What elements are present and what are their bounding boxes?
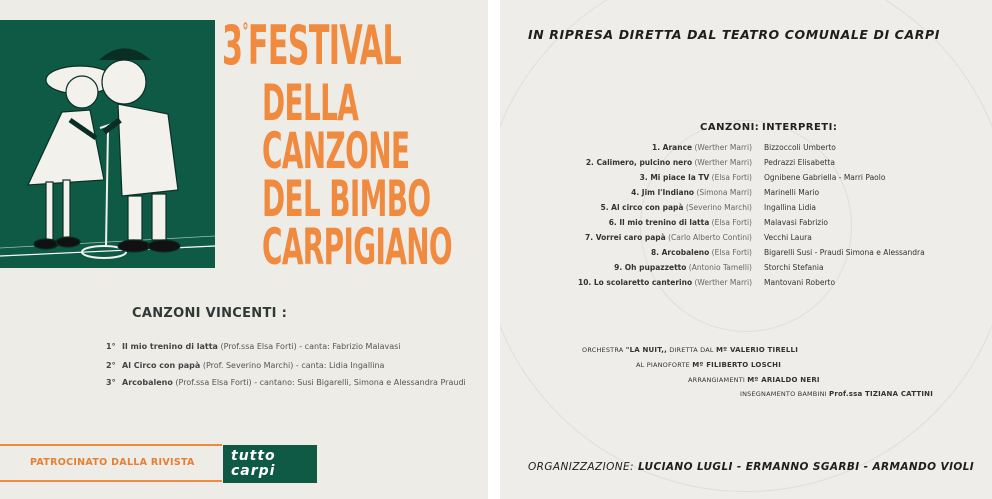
track-row: 2. Calimero, pulcino nero (Werther Marri) Pedrazzi Elisabetta	[585, 158, 835, 167]
credit-teaching: INSEGNAMENTO BAMBINI Prof.ssa TIZIANA CATTINI	[740, 390, 934, 398]
songs-column-heading: CANZONI:	[700, 122, 760, 133]
winner-row: 2° Al Circo con papà (Prof. Severino Marchi) - canta: Lidia Ingallina	[106, 361, 385, 370]
track-row: 4. Jim l'Indiano (Simona Marri) Marinelli Mario	[631, 188, 820, 197]
performers-column-heading: INTERPRETI:	[762, 122, 838, 133]
tutto-carpi-logo: tutto carpi	[223, 445, 317, 483]
track-row: 1. Arance (Werther Marri) Bizzoccoli Umberto	[652, 143, 836, 152]
track-row: 8. Arcobaleno (Elsa Forti) Bigarelli Susi - Praudi Simona e Alessandra	[650, 248, 925, 257]
winner-row: 3° Arcobaleno (Prof.ssa Elsa Forti) - cantano: Susi Bigarelli, Simona e Alessandra Praudi	[106, 378, 466, 387]
back-title: IN RIPRESA DIRETTA DAL TEATRO COMUNALE DI CARPI	[528, 27, 940, 42]
track-row: 5. Al circo con papà (Severino Marchi) Ingallina Lidia	[600, 203, 817, 212]
back-cover	[500, 0, 992, 499]
winner-row: 1° Il mio trenino di latta (Prof.ssa Elsa Forti) - canta: Fabrizio Malavasi	[106, 342, 401, 351]
track-row: 10. Lo scolaretto canterino (Werther Marri) Mantovani Roberto	[577, 278, 836, 287]
track-row: 6. Il mio trenino di latta (Elsa Forti) Malavasi Fabrizio	[608, 218, 828, 227]
track-row: 9. Oh pupazzetto (Antonio Tamelli) Storchi Stefania	[614, 263, 824, 272]
credit-arrangements: ARRANGIAMENTI Mº ARIALDO NERI	[688, 376, 820, 384]
cover-illustration	[0, 20, 215, 268]
credit-orchestra: ORCHESTRA "LA NUIT,, DIRETTA DAL Mº VALERIO TIRELLI	[582, 346, 799, 354]
title-line-della: DELLA	[262, 74, 359, 132]
patron-text: PATROCINATO DALLA RIVISTA	[30, 457, 195, 468]
divider	[488, 0, 500, 499]
track-row: 7. Vorrei caro papà (Carlo Alberto Contini) Vecchi Laura	[585, 233, 812, 242]
children-singing-illustration	[0, 20, 215, 268]
title-line-del-bimbo: DEL BIMBO	[262, 170, 431, 228]
title-line-canzone: CANZONE	[262, 122, 410, 180]
title-line-festival: 3°FESTIVAL	[222, 14, 402, 77]
winners-heading: CANZONI VINCENTI :	[132, 306, 288, 321]
title-line-carpigiano: CARPIGIANO	[262, 218, 453, 276]
track-row: 3. Mi piace la TV (Elsa Forti) Ognibene Gabriella - Marri Paolo	[639, 173, 886, 182]
credit-piano: AL PIANOFORTE Mº FILIBERTO LOSCHI	[636, 361, 782, 369]
organization-credit: ORGANIZZAZIONE: LUCIANO LUGLI - ERMANNO SGARBI - ARMANDO VIOLI	[528, 461, 975, 473]
front-cover	[0, 0, 488, 499]
